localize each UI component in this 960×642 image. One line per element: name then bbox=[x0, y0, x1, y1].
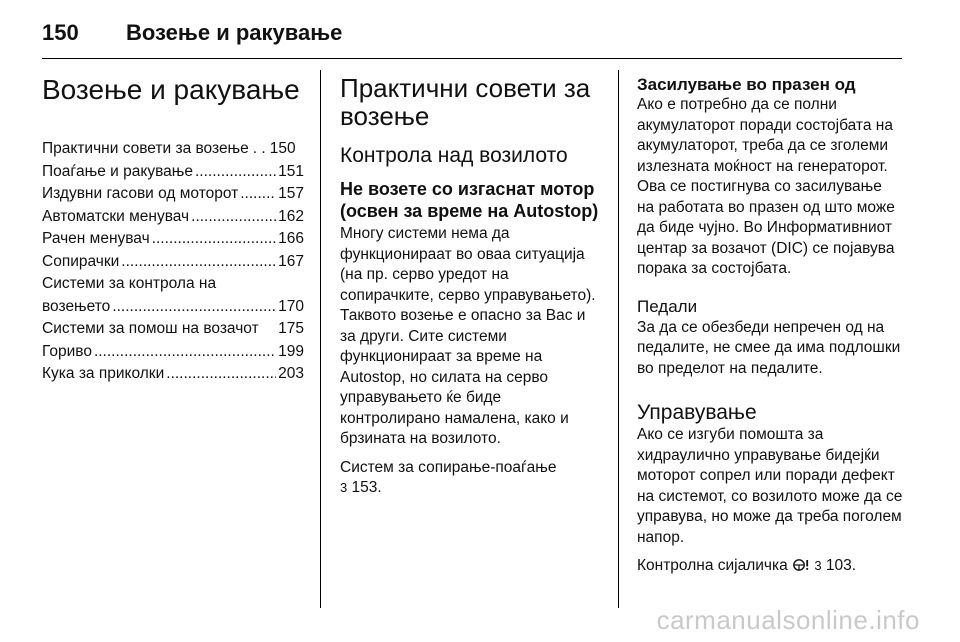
section-title: Практични совети за возење bbox=[340, 73, 591, 131]
toc-entry[interactable] bbox=[42, 363, 304, 386]
toc-entry-page: 162 bbox=[278, 207, 304, 225]
toc-entry-page: 203 bbox=[278, 365, 304, 382]
toc-entry-label-line1: Системи за контрола на bbox=[42, 275, 217, 292]
ref-text: Систем за сопирање-поаѓање bbox=[340, 458, 557, 476]
toc-entry[interactable] bbox=[42, 273, 304, 318]
toc-entry-dots bbox=[195, 161, 276, 184]
toc-entry-label: возењето bbox=[42, 297, 111, 315]
toc-column bbox=[42, 74, 304, 386]
toc-entry-label: Практични совети за возење bbox=[42, 140, 249, 157]
column-divider-left bbox=[320, 70, 321, 608]
paragraph-idle-boost: Ако е потребно да се полни акумулаторот поради состојбата на акумулаторот, треба да се зголеми излезната моќност на генераторот. Ова се постигнува со засилување на работата во празен од што може да биде чујно. Во Информативниот центар за возачот (DIC) се појавува порака за состојбата. bbox=[637, 96, 895, 277]
warning-light-text: Контролна сијаличка bbox=[637, 557, 788, 574]
toc-entry-page: 151 bbox=[278, 162, 304, 180]
heading-pedals: Педали bbox=[637, 296, 698, 316]
column-divider-right bbox=[618, 70, 619, 608]
paragraph-steering: Ако се изгуби помошта за хидраулично управување бидејќи моторот сопрел или поради дефект на системот, со возилото може да се управува, но може да треба поголем напор. bbox=[637, 426, 903, 546]
header-rule bbox=[42, 58, 902, 59]
toc-entry-label: Сопирачки bbox=[42, 252, 120, 270]
toc-entry[interactable] bbox=[42, 138, 304, 161]
toc-list bbox=[42, 138, 304, 386]
toc-entry[interactable] bbox=[42, 251, 304, 274]
toc-entry-page: 157 bbox=[278, 185, 304, 202]
toc-entry-label: Гориво bbox=[42, 342, 92, 360]
running-title: Возење и ракување bbox=[126, 20, 343, 45]
paragraph-pedals: За да се обезбеди непречен од на педалите, не смее да има подлошки во пределот на педалите. bbox=[637, 318, 901, 377]
heading-engine-off: Не возете со изгаснат мотор (освен за време на Autostop) bbox=[340, 179, 599, 221]
toc-entry-label: Кука за приколки bbox=[42, 365, 165, 382]
paragraph-stop-start-ref bbox=[340, 458, 602, 499]
toc-entry-dots bbox=[112, 296, 276, 319]
toc-entry[interactable] bbox=[42, 341, 304, 364]
toc-entry-page: 170 bbox=[278, 297, 304, 315]
middle-column bbox=[340, 74, 602, 507]
toc-entry-label: Рачен менувач bbox=[42, 230, 150, 247]
toc-entry-dots bbox=[240, 183, 276, 206]
toc-entry-page: 167 bbox=[278, 252, 304, 270]
toc-entry-dots bbox=[152, 228, 276, 251]
page-number: 150 bbox=[42, 20, 79, 45]
toc-entry-dots bbox=[166, 363, 276, 386]
toc-entry-label: Поаѓање и ракување bbox=[42, 162, 193, 180]
toc-entry-page: 175 bbox=[278, 320, 304, 337]
toc-entry[interactable] bbox=[42, 228, 304, 251]
paragraph-engine-off: Многу системи нема да функционираат во оваа ситуација (на пр. серво уредот на сопирачките, серво управувањето). Таквото возење е опасно за Вас и за други. Сите системи функционираат за време на Autostop, но силата на серво управувањето ќе биде контролирано намалена, како и брзината на возилото. bbox=[340, 225, 596, 447]
toc-entry[interactable] bbox=[42, 183, 304, 206]
subsection-title: Контрола над возилото bbox=[340, 144, 568, 167]
toc-entry[interactable] bbox=[42, 161, 304, 184]
toc-entry[interactable] bbox=[42, 206, 304, 229]
chapter-title: Возење и ракување bbox=[42, 74, 300, 105]
ref-arrow-icon: 3 bbox=[340, 480, 348, 495]
page-link[interactable]: 103. bbox=[825, 557, 857, 574]
page-link[interactable]: 153. bbox=[351, 479, 382, 496]
right-column bbox=[637, 74, 903, 587]
toc-entry-dots bbox=[191, 206, 276, 229]
toc-entry-label: Системи за помош на возачот bbox=[42, 320, 259, 337]
toc-entry-label: Автоматски менувач bbox=[42, 207, 190, 225]
steering-warning-icon bbox=[792, 558, 810, 579]
toc-entry[interactable] bbox=[42, 318, 304, 341]
toc-entry-dots bbox=[94, 341, 276, 364]
ref-arrow-icon: 3 bbox=[814, 558, 822, 573]
heading-idle-boost: Засилување во празен од bbox=[637, 75, 856, 94]
toc-entry-label: Издувни гасови од моторот bbox=[42, 185, 239, 202]
toc-entry-page: 199 bbox=[278, 342, 304, 360]
toc-entry-page: 166 bbox=[278, 230, 304, 247]
heading-steering: Управување bbox=[637, 401, 757, 424]
toc-entry-dots bbox=[121, 251, 276, 274]
paragraph-warning-light bbox=[637, 556, 903, 579]
toc-entry-dots: . . bbox=[252, 140, 266, 157]
page-header bbox=[42, 20, 902, 50]
toc-entry-page: 150 bbox=[269, 140, 296, 157]
watermark: carmanualsonline.info bbox=[656, 605, 920, 635]
